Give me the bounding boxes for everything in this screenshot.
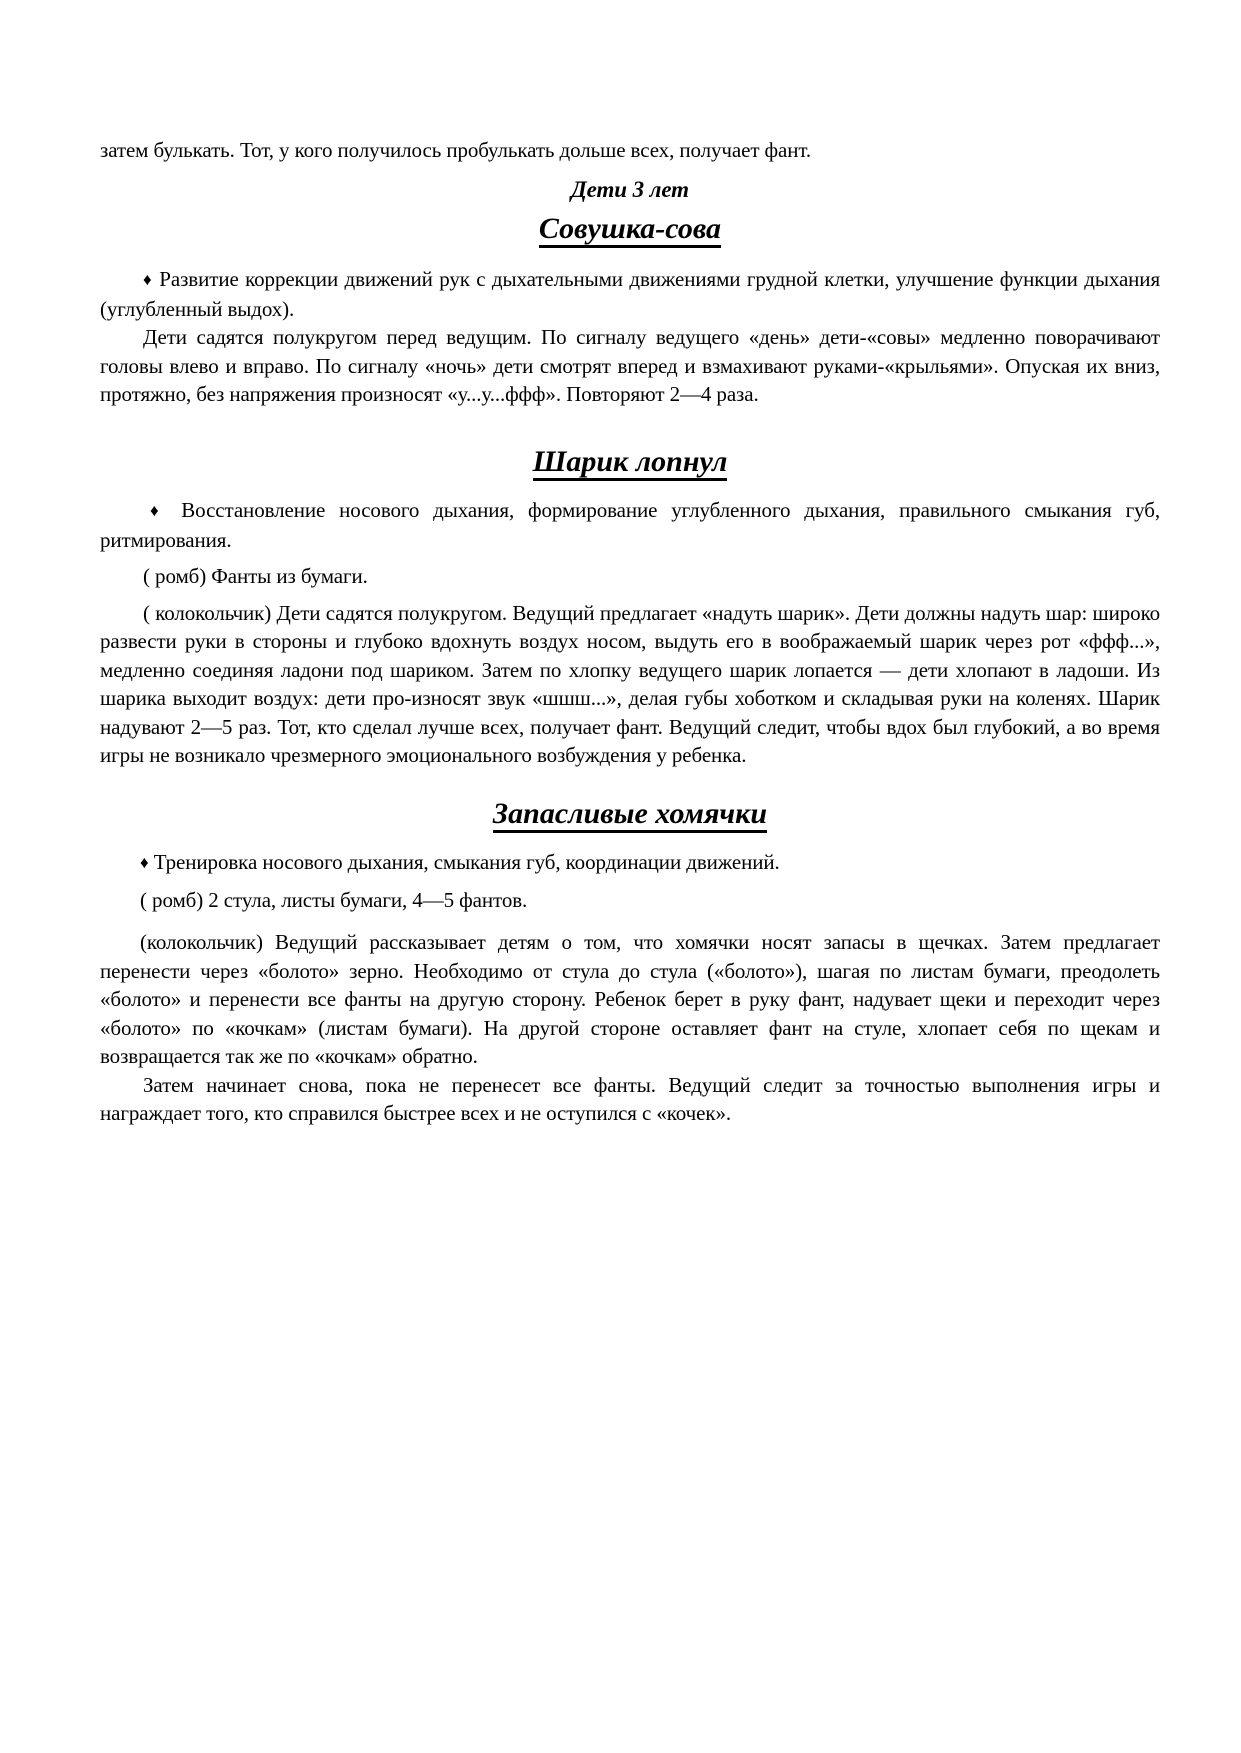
goal-paragraph xyxy=(100,848,1160,878)
section-khomyachki-body xyxy=(100,848,1160,1128)
goal-paragraph xyxy=(100,496,1160,554)
section-title-text: Совушка-сова xyxy=(539,213,721,248)
section-sharik-body xyxy=(100,496,1160,770)
section-title-khomyachki xyxy=(100,797,1160,833)
section-title-sharik xyxy=(100,445,1160,481)
description-paragraph: ( колокольчик) Дети садятся полукругом. Ведущий предлагает «надуть шарик». Дети должны надуть шар: широко развести руки в стороны и глубоко вдохнуть воздух носом, выдуть его в воображаемый шарик через рот «ффф...», медленно соединяя ладони под шариком. Затем по хлопку ведущего шарик лопается — дети хлопают в ладоши. Из шарика выходит воздух: дети про-износят звук «шшш...», делая губы хоботком и складывая руки на коленях. Шарик надувают 2—5 раз. Тот, кто сделал лучше всех, получает фант. Ведущий следит, чтобы вдох был глубокий, а во время игры не возникало чрезмерного эмоционального возбуждения у ребенка. xyxy=(100,600,1160,767)
section-sovushka-body xyxy=(100,265,1160,409)
description-paragraph-2: Затем начинает снова, пока не перенесет все фанты. Ведущий следит за точностью выполнения игры и награждает того, кто справился быстрее всех и не оступился с «кочек». xyxy=(100,1072,1160,1125)
goal-text: Тренировка носового дыхания, смыкания губ, координации движений. xyxy=(153,850,780,874)
materials-paragraph: ( ромб) Фанты из бумаги. xyxy=(143,564,368,588)
goal-text: Развитие коррекции движений рук с дыхательными движениями грудной клетки, улучшение функции дыхания (углубленный выдох). xyxy=(100,267,1161,321)
section-title-text: Запасливые хомячки xyxy=(493,798,767,833)
age-group-heading: Дети 3 лет xyxy=(571,177,689,202)
goal-text: Восстановление носового дыхания, формирование углубленного дыхания, правильного смыкания губ, ритмирования. xyxy=(100,498,1160,552)
diamond-bullet-icon: ♦ xyxy=(140,853,149,872)
section-title-sovushka xyxy=(100,212,1160,248)
section-title-text: Шарик лопнул xyxy=(533,446,728,481)
description-paragraph: Дети садятся полукругом перед ведущим. По сигналу ведущего «день» дети-«совы» медленно поворачивают головы влево и вправо. По сигналу «ночь» дети смотрят вперед и взмахивают руками-«крыльями». Опуская их вниз, протяжно, без напряжения произносят «у...у...ффф». Повторяют 2—4 раза. xyxy=(100,325,1160,406)
intro-paragraph: затем булькать. Тот, у кого получилось пробулькать дольше всех, получает фант. xyxy=(100,138,812,162)
diamond-bullet-icon: ♦ xyxy=(143,270,153,289)
goal-paragraph xyxy=(100,265,1160,323)
diamond-bullet-icon: ♦ xyxy=(150,501,168,520)
description-paragraph: (колокольчик) Ведущий рассказывает детям о том, что хомячки носят запасы в щечках. Затем предлагает перенести через «болото» зерно. Необходимо от стула до стула («болото»), шагая по листам бумаги, преодолеть «болото» и перенести все фанты на другую сторону. Ребенок берет в руку фант, надувает щеки и переходит через «болото» по «кочкам» (листам бумаги). На другой стороне оставляет фант на стуле, хлопает себя по щекам и возвращается так же по «кочкам» обратно. xyxy=(100,930,1160,1068)
materials-paragraph: ( ромб) 2 стула, листы бумаги, 4—5 фантов. xyxy=(140,887,528,912)
